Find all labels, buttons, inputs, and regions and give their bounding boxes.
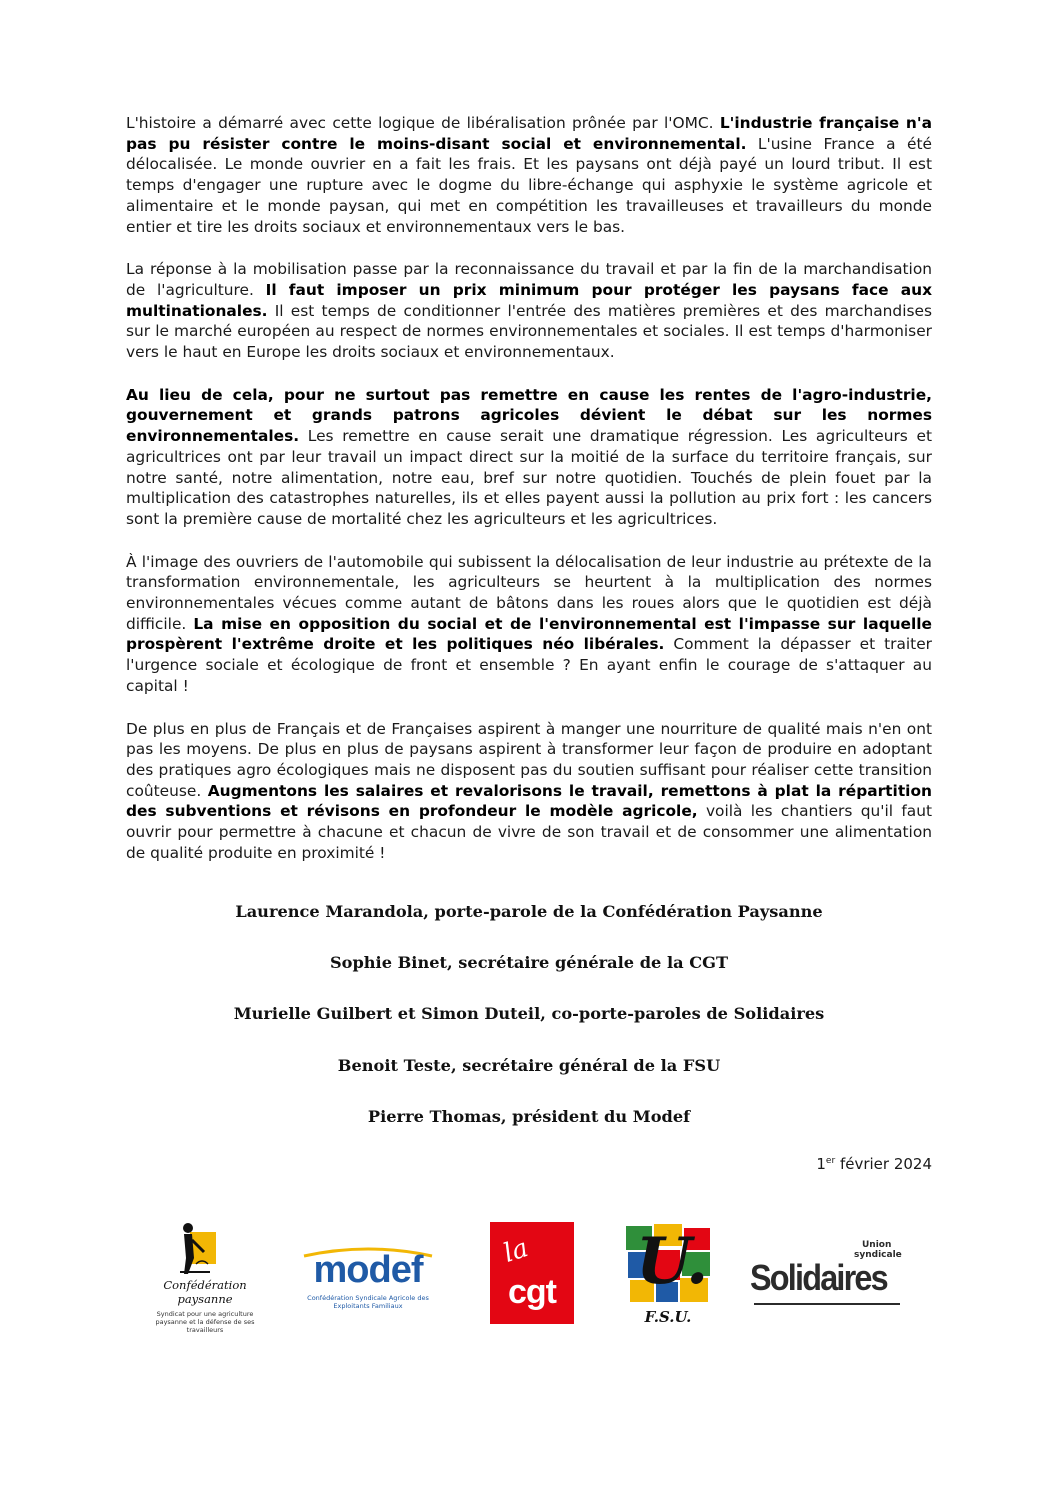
document-date — [816, 1155, 932, 1173]
cgt-logo — [490, 1222, 574, 1324]
bold-run: Augmentons les salaires et revalorisons le travail, remettons à plat la répartition des subventions et révisons en profondeur le modèle agricole, — [126, 781, 932, 821]
date-ordinal: er — [825, 1156, 836, 1166]
farmer-sun-icon — [140, 1218, 270, 1280]
signatories-block — [126, 900, 932, 1156]
cgt-name: cgt — [508, 1273, 556, 1311]
solidaires-syndicale: syndicale — [854, 1250, 902, 1260]
solidaires-logo — [750, 1240, 910, 1316]
text-run: Comment la dépasser et traiter l'urgence sociale et écologique de front et ensemble ? En ayant enfin le courage de s'attaquer au capital ! — [126, 635, 932, 695]
fsu-logo — [624, 1222, 712, 1328]
bold-run: L'industrie française n'a pas pu résister contre le moins-disant social et environnemental. — [126, 114, 932, 153]
text-run: Les remettre en cause serait une dramatique régression. Les agriculteurs et agricultrices ont par leur travail un impact direct sur la moitié de la surface du territoire français, sur notre santé, notre alimentation, notre eau, bref sur notre quotidien. Touchés de plein fouet par la multiplication des catastrophes naturelles, ils et elles payent aussi la pollution au prix fort : les cancers sont la première cause de mortalité chez les agriculteurs et les agricultrices. — [126, 427, 932, 528]
text-run: Il est temps de conditionner l'entrée des matières premières et des marchandises sur le marché européen au respect de normes environnementales et sociales. Il est temps d'harmoniser vers le haut en Europe les droits sociaux et environnementaux. — [126, 301, 932, 362]
signatory-line: Laurence Marandola, porte-parole de la Confédération Paysanne — [235, 902, 823, 921]
paragraph — [126, 552, 932, 697]
bold-run: Il faut imposer un prix minimum pour protéger les paysans face aux multinationales. — [126, 280, 932, 320]
solidaires-underline-icon — [754, 1300, 904, 1308]
fsu-name: F.S.U. — [644, 1308, 692, 1326]
text-run: voilà les chantiers qu'il faut ouvrir pour permettre à chacune et chacun de vivre de son travail et de consommer une alimentation de qualité produite en proximité ! — [126, 802, 932, 862]
signatory-line: Benoit Teste, secrétaire général de la FSU — [337, 1055, 721, 1075]
modef-name: modef — [313, 1249, 423, 1291]
text-run: À l'image des ouvriers de l'automobile qui subissent la délocalisation de leur industrie au prétexte de la transformation environnementale, les agriculteurs se heurtent à la multiplication des normes environnementales vécues comme autant de bâtons dans les roues alors que le quotidien est déjà difficile. — [126, 552, 932, 633]
paragraph — [126, 385, 932, 530]
paragraph — [126, 113, 932, 237]
solidaires-name: Solidaires — [750, 1257, 887, 1298]
bold-run: Au lieu de cela, pour ne surtout pas remettre en cause les rentes de l'agro-industrie, gouvernement et grands patrons agricoles dévient le débat sur les normes environnementales. — [126, 385, 932, 446]
confederation-name: Confédération paysanne — [163, 1278, 247, 1306]
text-run: La réponse à la mobilisation passe par la reconnaissance du travail et par la fin de la marchandisation de l'agriculture. — [126, 260, 932, 299]
logos-row — [140, 1210, 920, 1340]
paragraph — [126, 719, 932, 864]
paragraph — [126, 259, 932, 363]
fsu-letter: U. — [636, 1224, 709, 1299]
bold-run: La mise en opposition du social et de l'environnemental est l'impasse sur laquelle prospèrent l'extrême droite et les politiques néo libérales. — [126, 614, 932, 654]
confederation-paysanne-logo — [140, 1218, 270, 1343]
text-run: L'usine France a été délocalisée. Le monde ouvrier en a fait les frais. Et les paysans ont déjà payé un lourd tribut. Il est temps d'engager une rupture avec le dogme du libre-échange qui asphyxie le système agricole et alimentaire et le monde paysan, qui met en compétition les travailleuses et travailleurs du monde entier et tire les droits sociaux et environnementaux vers le bas. — [126, 134, 932, 236]
signatory-line: Murielle Guilbert et Simon Duteil, co-porte-paroles de Solidaires — [233, 1004, 825, 1024]
date-rest: février 2024 — [835, 1155, 932, 1173]
confederation-tagline: Syndicat pour une agriculture paysanne et la défense de ses travailleurs — [155, 1310, 255, 1334]
cgt-la: la — [499, 1233, 532, 1269]
modef-logo — [298, 1246, 438, 1316]
signatory-line: Pierre Thomas, président du Modef — [367, 1106, 691, 1126]
text-run: De plus en plus de Français et de Françaises aspirent à manger une nourriture de qualité mais n'en ont pas les moyens. De plus en plus de paysans aspirent à transformer leur façon de produire en adoptant des pratiques agro écologiques mais ne disposent pas du soutien suffisant pour réaliser cette transition coûteuse. — [126, 719, 932, 800]
text-run: L'histoire a démarré avec cette logique de libéralisation prônée par l'OMC. — [126, 114, 720, 132]
signatory-line: Sophie Binet, secrétaire générale de la CGT — [329, 953, 729, 973]
letter-body — [126, 113, 932, 886]
solidaires-union: Union — [862, 1240, 892, 1250]
date-day: 1 — [816, 1155, 826, 1173]
modef-subtitle: Confédération Syndicale Agricole des Exploitants Familiaux — [307, 1294, 429, 1310]
